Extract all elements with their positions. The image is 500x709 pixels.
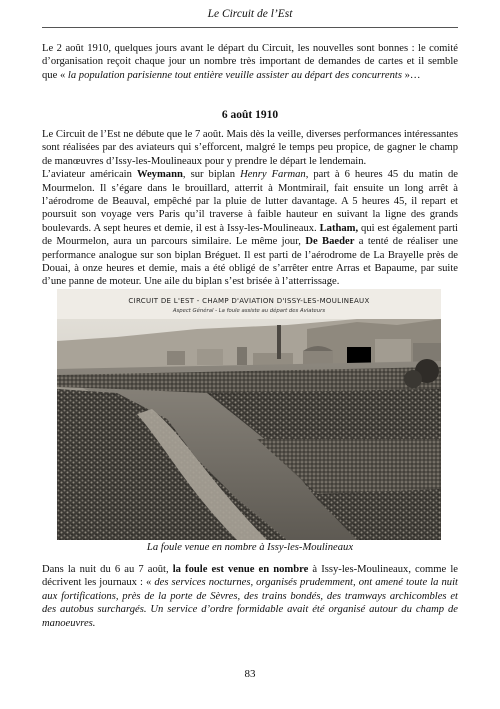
text-run: à Issy-les-Moulineaux, comme le décrivent les journaux : «	[42, 564, 458, 589]
newspaper-quote: des services nocturnes, organisés prudemment, ont amené toute la nuit aux fortifications, près de la porte de Sèvres, des trains bondés, des tramways archicombles et des autobus surchargés. Un service d’ordre formidable avait été organisé autour du champ de manoeuvres.	[42, 577, 458, 629]
text-run: a tenté de réaliser une performance analogue sur son biplan Bréguet. Il est parti de l’aérodrome de La Brayelle près de Douai, à onze heures et demie, mais a été obligé de s’arrêter entre Arras et Bapaume, par suite d’une panne de moteur. Une aile du biplan s’est brisée à l’atterrissage.	[42, 236, 458, 288]
body-paragraph	[42, 128, 458, 289]
header-rule	[42, 27, 458, 28]
aircraft-farman: Henry Farman	[240, 169, 306, 181]
crowd-photo-illustration	[57, 289, 441, 540]
aviator-weymann: Weymann	[136, 169, 183, 181]
text-run: qui est également parti de Mourmelon, aura un parcours similaire. Le même jour,	[42, 222, 458, 248]
aviator-de-baeder: De Baeder	[305, 236, 355, 248]
intro-text: Le 2 août 1910, quelques jours avant le départ du Circuit, les nouvelles sont bonnes : le comité d’organisation reçoit chaque jour un nombre très important de demandes de cartes et il semble que «	[42, 43, 458, 81]
photo-title: CIRCUIT DE L'EST - CHAMP D'AVIATION D'ISSY-LES-MOULINEAUX	[128, 297, 370, 305]
emphasis-crowd: la foule est venue en nombre	[172, 564, 309, 575]
text-run: L’aviateur américain	[42, 169, 137, 181]
page-number: 83	[244, 668, 256, 680]
intro-quote: la population parisienne tout entière veuille assister au départ des concurrents	[67, 69, 402, 81]
photo-subtitle: Aspect Général - La foule assiste au départ des Aviateurs	[172, 308, 326, 314]
paragraph-opening: Le Circuit de l’Est ne débute que le 7 août. Mais dès la veille, diverses performances intéressantes sont réalisées par des aviateurs qui s’efforcent, malgré le temps peu propice, de gagner le champ de manœuvres d’Issy-les-Moulineaux pour y prendre le départ le lendemain.	[42, 129, 458, 167]
paragraph-flights	[42, 168, 458, 289]
aviator-latham: Latham,	[319, 222, 359, 234]
text-run: , sur biplan	[182, 169, 241, 181]
historic-photograph	[57, 289, 441, 540]
section-date-heading: 6 août 1910	[221, 109, 279, 121]
closing-paragraph	[42, 563, 458, 630]
text-run: Dans la nuit du 6 au 7 août,	[42, 564, 173, 575]
running-header: Le Circuit de l’Est	[207, 8, 293, 20]
intro-end: »…	[401, 69, 421, 81]
intro-paragraph	[42, 42, 458, 82]
text-run: , part à 6 heures 45 du matin de Mourmelon. Il s’égare dans le brouillard, atterrit à Montmirail, fait ensuite un long arrêt à l’aérodrome de Beauval, empêché par la pluie de lutter davantage. A 5 heures 45, il repart et poursuit son voyage vers Paris qu’il traverse à faible hauteur en suivant la ligne des grands boulevards. A sept heures et demie, il est à Issy-les-Moulineaux.	[42, 169, 459, 234]
photo-caption: La foule venue en nombre à Issy-les-Moulineaux	[146, 542, 354, 553]
